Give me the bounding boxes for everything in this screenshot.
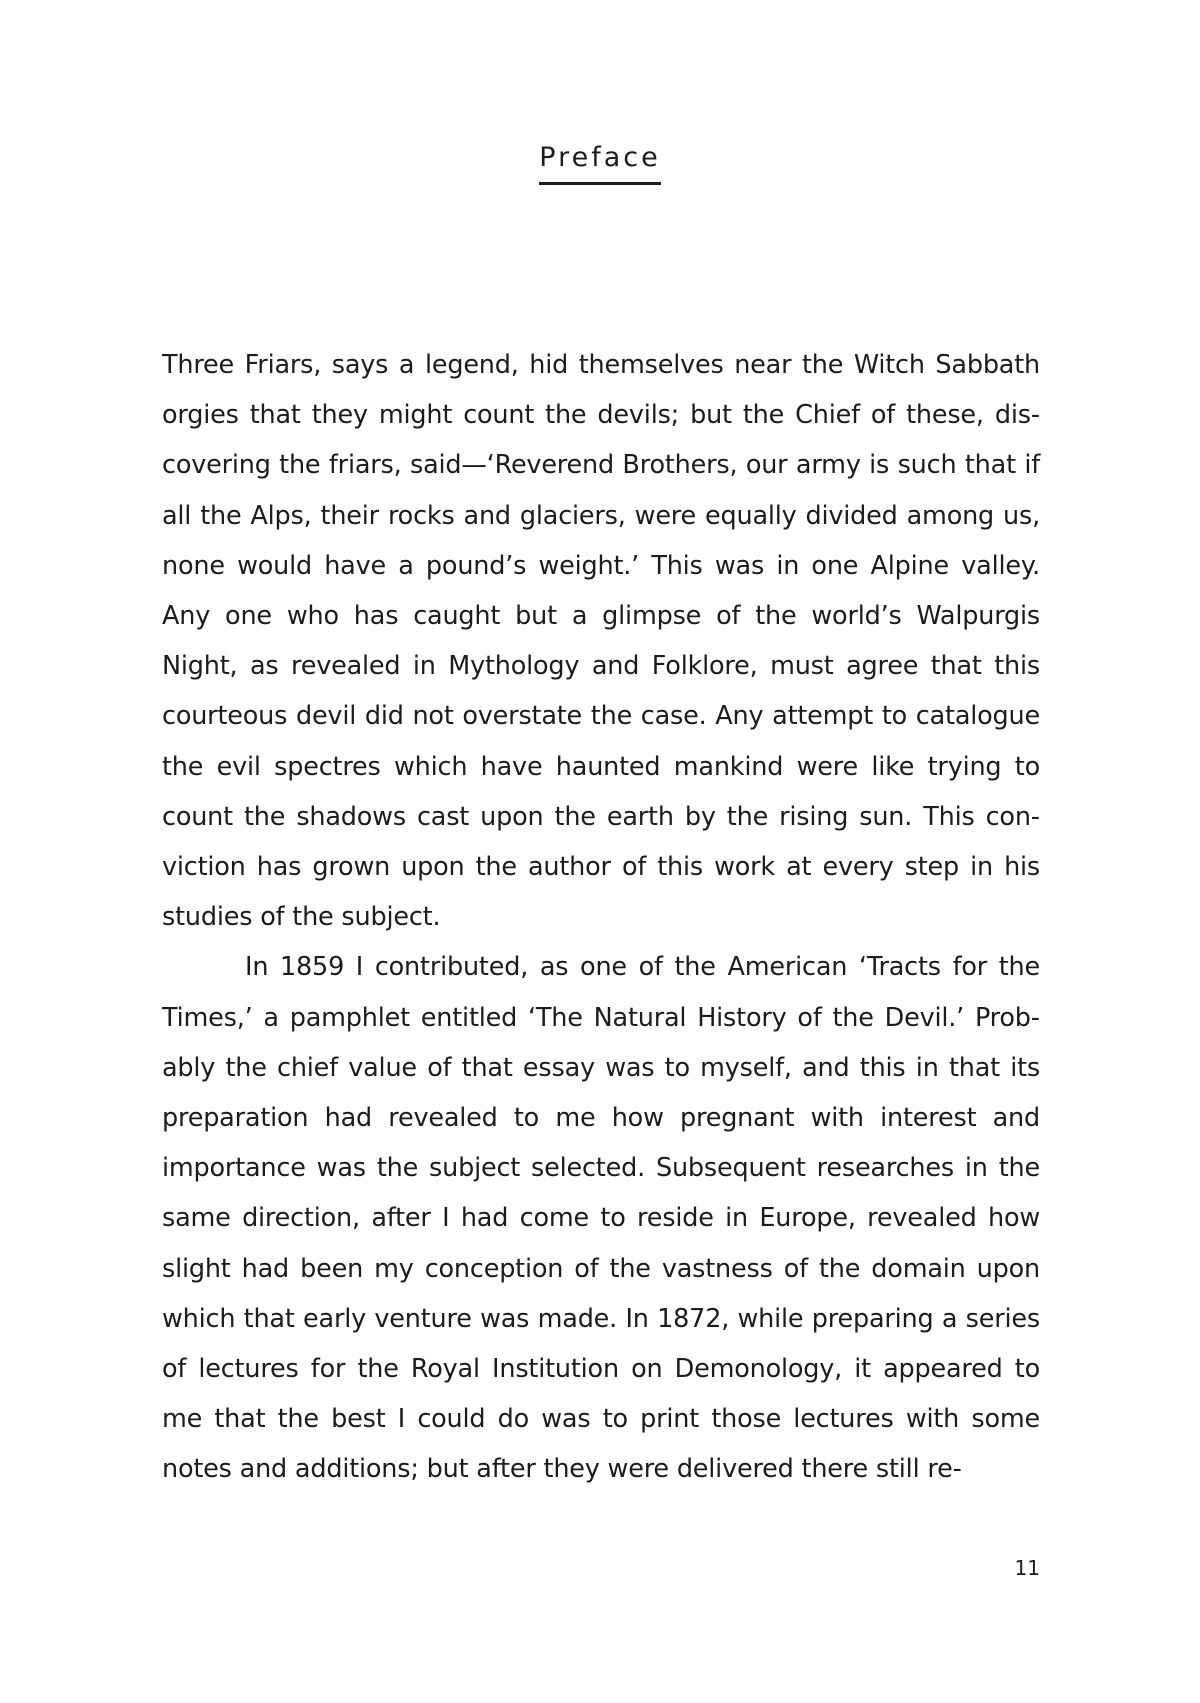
paragraph-1: Three Friars, says a legend, hid themselves near the Witch Sabbath orgies that they might count the devils; but the Chief of these, discovering the friars, said—‘Reverend Brothers, our army is such that if all the Alps, their rocks and glaciers, were equally divided among us, none would have a pound’s weight.’ This was in one Alpine valley. Any one who has caught but a glimpse of the world’s Walpurgis Night, as revealed in Mythology and Folklore, must agree that this courteous devil did not overstate the case. Any attempt to catalogue the evil spectres which have haunted mankind were like trying to count the shadows cast upon the earth by the rising sun. This conviction has grown upon the author of this work at every step in his studies of the subject.	[162, 350, 1040, 933]
title-container	[0, 142, 1200, 185]
page-number: 11	[1014, 1556, 1040, 1580]
paragraph-2: In 1859 I contributed, as one of the American ‘Tracts for the Times,’ a pamphlet entitled ‘The Natural History of the Devil.’ Probably the chief value of that essay was to myself, and this in that its preparation had revealed to me how pregnant with interest and importance was the subject selected. Subsequent researches in the same direction, after I had come to reside in Europe, revealed how slight had been my conception of the vastness of the domain upon which that early venture was made. In 1872, while preparing a series of lectures for the Royal Institution on Demonology, it appeared to me that the best I could do was to print those lectures with some notes and additions; but after they were delivered there still re-	[162, 952, 1040, 1485]
page-title: Preface	[539, 142, 660, 185]
body-text	[162, 340, 1040, 1495]
